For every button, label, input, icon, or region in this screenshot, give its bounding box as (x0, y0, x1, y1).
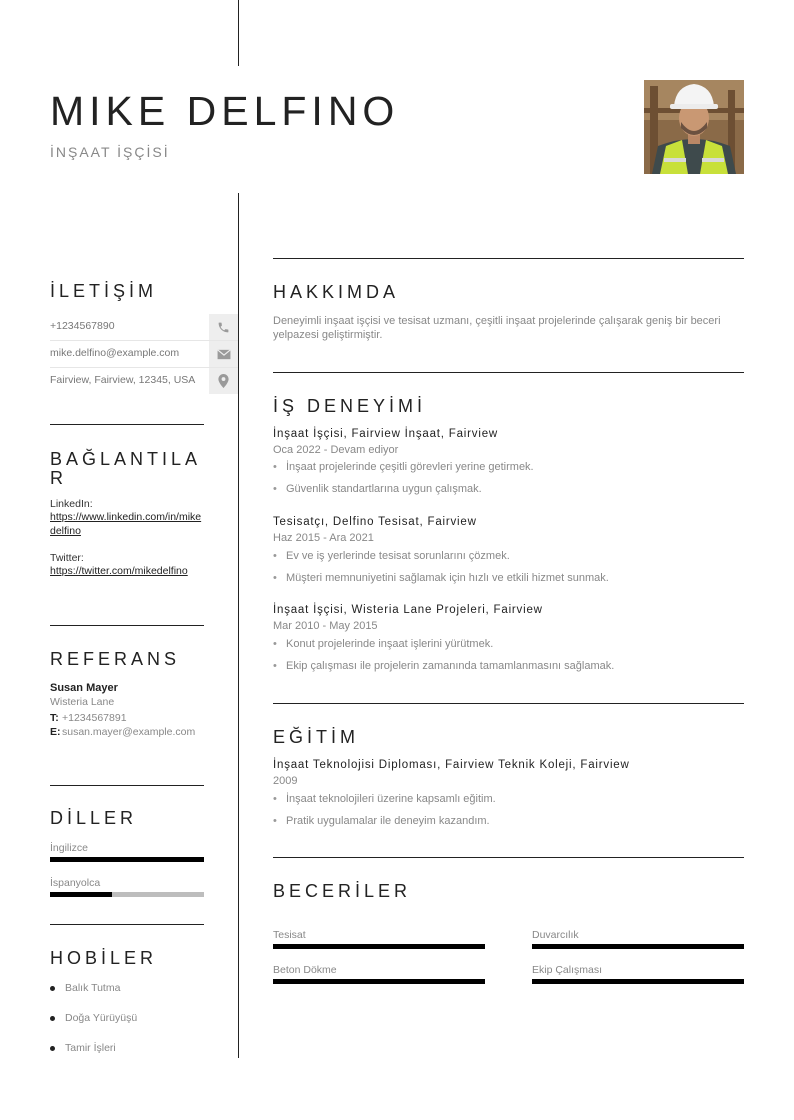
linkedin-label: LinkedIn: (50, 498, 93, 510)
skill-name: Duvarcılık (532, 929, 579, 941)
references-heading: REFERANS (50, 649, 181, 669)
reference-phone-row (50, 711, 204, 725)
job-date: Oca 2022 - Devam ediyor (273, 444, 399, 456)
links-heading: BAĞLANTILAR (50, 449, 202, 488)
contact-phone[interactable]: +1234567890 (50, 320, 115, 332)
skill-level-fill (273, 979, 485, 984)
divider (273, 857, 744, 858)
bullet-icon (50, 986, 55, 991)
about-text: Deneyimli inşaat işçisi ve tesisat uzmanı, çeşitli inşaat projelerinde çalışarak geniş bir beceri yelpazesi geliştirmiştir. (273, 315, 721, 341)
twitter-link[interactable]: https://twitter.com/mikedelfino (50, 565, 188, 577)
reference-email-label: E: (50, 726, 61, 738)
job-date: Mar 2010 - May 2015 (273, 620, 378, 632)
profile-photo (644, 80, 744, 174)
twitter-label: Twitter: (50, 552, 84, 564)
reference-phone[interactable]: +1234567891 (62, 712, 127, 724)
language-name: İngilizce (50, 842, 88, 854)
envelope-icon (209, 341, 238, 367)
job-bullet: • Güvenlik standartlarına uygun çalışmak. (273, 483, 482, 495)
contact-address-row (50, 368, 238, 395)
divider-top (238, 0, 239, 66)
phone-icon (209, 314, 238, 340)
skill-item (532, 964, 744, 984)
reference-phone-label: T: (50, 712, 59, 724)
divider (50, 424, 204, 425)
reference-email[interactable]: susan.mayer@example.com (62, 726, 196, 738)
skill-level-fill (532, 979, 744, 984)
divider (50, 924, 204, 925)
language-level-fill (50, 857, 204, 862)
hobby-item: Tamir İşleri (50, 1042, 116, 1054)
job-bullet: • Müşteri memnuniyetini sağlamak için hızlı ve etkili hizmet sunmak. (273, 572, 609, 584)
skill-level-bar (532, 944, 744, 949)
skill-name: Beton Dökme (273, 964, 337, 976)
divider (273, 258, 744, 259)
bullet-icon (50, 1046, 55, 1051)
skills-heading: BECERİLER (273, 881, 412, 901)
language-level-bar (50, 892, 204, 897)
languages-heading: DİLLER (50, 808, 138, 828)
skill-level-bar (532, 979, 744, 984)
bullet-icon (50, 1016, 55, 1021)
reference-card (50, 682, 204, 739)
column-divider (238, 193, 239, 1058)
education-title: İnşaat Teknolojisi Diploması, Fairview Teknik Koleji, Fairview (273, 759, 630, 771)
language-name: İspanyolca (50, 877, 101, 889)
skill-name: Ekip Çalışması (532, 964, 603, 976)
hobbies-heading: HOBİLER (50, 948, 158, 968)
education-heading: EĞİTİM (273, 727, 359, 747)
job-bullet: • Ev ve iş yerlerinde tesisat sorunlarını çözmek. (273, 550, 510, 562)
experience-heading: İŞ DENEYİMİ (273, 396, 427, 416)
job-date: Haz 2015 - Ara 2021 (273, 532, 374, 544)
hobby-item: Doğa Yürüyüşü (50, 1012, 137, 1024)
language-item (50, 842, 204, 862)
language-level-bar (50, 857, 204, 862)
skill-item (273, 929, 485, 949)
contact-heading: İLETİŞİM (50, 281, 158, 301)
skill-level-fill (532, 944, 744, 949)
contact-email-row (50, 341, 238, 368)
contact-email[interactable]: mike.delfino@example.com (50, 347, 180, 359)
job-bullet: • İnşaat projelerinde çeşitli görevleri yerine getirmek. (273, 461, 534, 473)
job-title: İnşaat İşçisi, Fairview İnşaat, Fairview (273, 428, 499, 440)
skill-level-fill (273, 944, 485, 949)
skill-level-bar (273, 944, 485, 949)
skill-name: Tesisat (273, 929, 306, 941)
divider (50, 625, 204, 626)
language-item (50, 877, 204, 897)
education-date: 2009 (273, 775, 298, 787)
job-title: Tesisatçı, Delfino Tesisat, Fairview (273, 516, 477, 528)
divider (273, 372, 744, 373)
contact-address: Fairview, Fairview, 12345, USA (50, 374, 196, 386)
skill-item (532, 929, 744, 949)
candidate-title: İNŞAAT İŞÇİSİ (50, 144, 170, 160)
reference-company: Wisteria Lane (50, 696, 115, 708)
job-bullet: • Konut projelerinde inşaat işlerini yürütmek. (273, 638, 494, 650)
contact-phone-row (50, 314, 238, 341)
skill-level-bar (273, 979, 485, 984)
divider (50, 785, 204, 786)
education-bullet: • Pratik uygulamalar ile deneyim kazandım. (273, 815, 490, 827)
job-title: İnşaat İşçisi, Wisteria Lane Projeleri, Fairview (273, 604, 543, 616)
hobby-item: Balık Tutma (50, 982, 120, 994)
candidate-name: MIKE DELFINO (50, 88, 400, 134)
reference-email-row (50, 725, 204, 739)
divider (273, 703, 744, 704)
linkedin-link[interactable]: https://www.linkedin.com/in/mikedelfino (50, 511, 202, 537)
skill-item (273, 964, 485, 984)
language-level-fill (50, 892, 112, 897)
education-bullet: • İnşaat teknolojileri üzerine kapsamlı eğitim. (273, 793, 496, 805)
links-list (50, 498, 204, 578)
job-bullet: • Ekip çalışması ile projelerin zamanında tamamlanmasını sağlamak. (273, 660, 615, 672)
reference-name: Susan Mayer (50, 682, 118, 694)
map-pin-icon (209, 368, 238, 394)
about-heading: HAKKIMDA (273, 282, 400, 302)
